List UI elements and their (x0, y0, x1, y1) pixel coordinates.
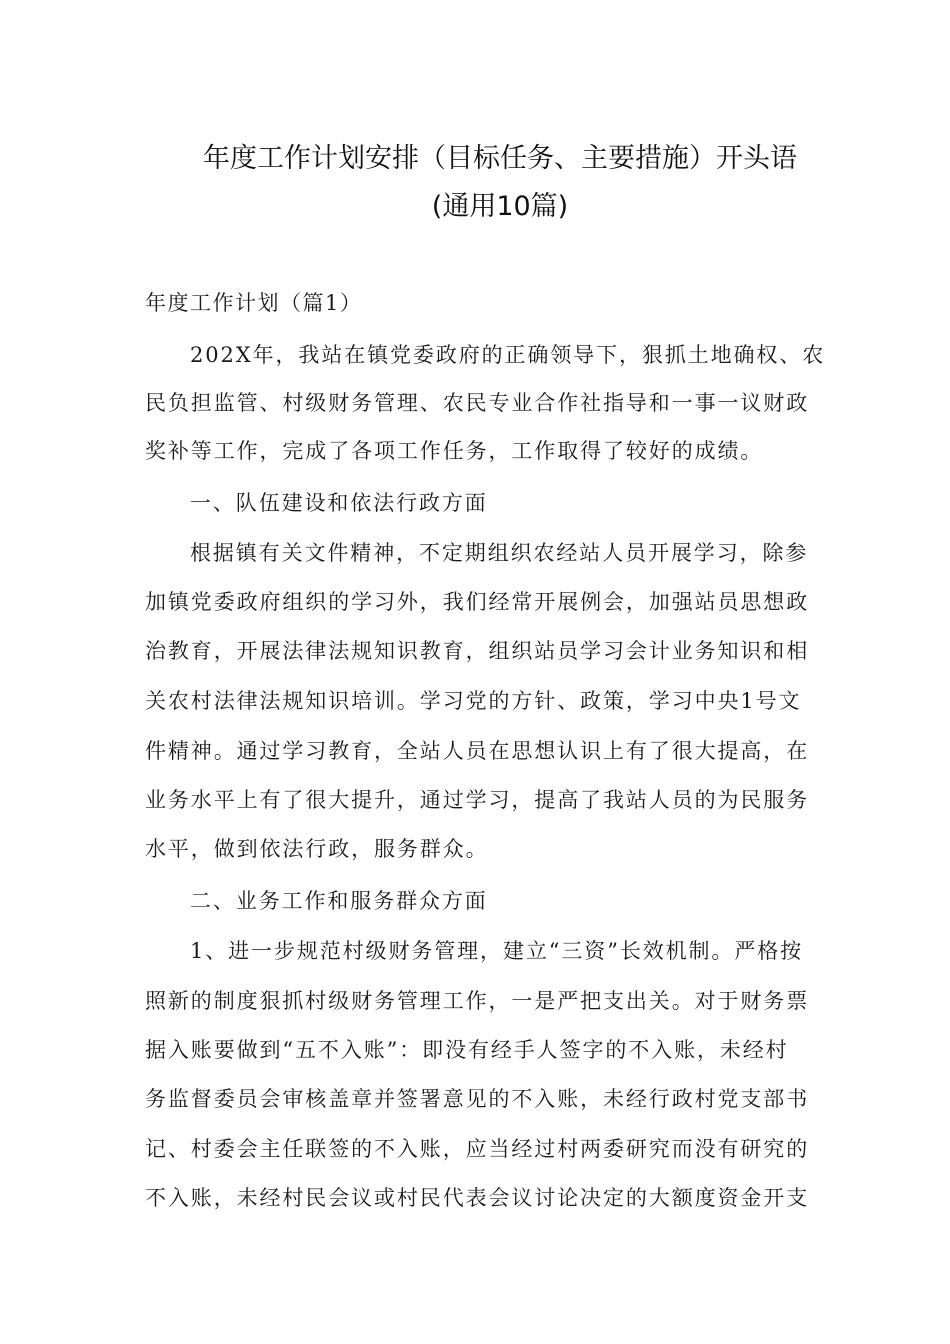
paragraph-line: 奖补等工作，完成了各项工作任务，工作取得了较好的成绩。 (145, 439, 764, 463)
paragraph-line: 根据镇有关文件精神，不定期组织农经站人员开展学习，除参 (190, 541, 809, 565)
paragraph-line: 202X年，我站在镇党委政府的正确领导下，狠抓土地确权、农 (190, 343, 826, 367)
section-label: 年度工作计划（篇1） (145, 291, 363, 315)
paragraph-line: 治教育，开展法律法规知识教育，组织站员学习会计业务知识和相 (145, 639, 810, 663)
paragraph-line: 务监督委员会审核盖章并签署意见的不入账，未经行政村党支部书 (145, 1087, 810, 1111)
paragraph-line: 民负担监管、村级财务管理、农民专业合作社指导和一事一议财政 (145, 391, 810, 415)
document-title: 年度工作计划安排（目标任务、主要措施）开头语 (203, 143, 797, 174)
paragraph-line: 水平，做到依法行政，服务群众。 (145, 837, 489, 861)
paragraph-line: 件精神。通过学习教育，全站人员在思想认识上有了很大提高，在 (145, 739, 810, 763)
section-heading: 一、队伍建设和依法行政方面 (190, 491, 488, 515)
document-subtitle: (通用10篇) (431, 191, 569, 222)
paragraph-line: 照新的制度狠抓村级财务管理工作，一是严把支出关。对于财务票 (145, 989, 810, 1013)
paragraph-line: 记、村委会主任联签的不入账，应当经过村两委研究而没有研究的 (145, 1137, 810, 1161)
paragraph-line: 1、进一步规范村级财务管理，建立“三资”长效机制。严格按 (190, 939, 804, 963)
section-heading: 二、业务工作和服务群众方面 (190, 889, 488, 913)
paragraph-line: 加镇党委政府组织的学习外，我们经常开展例会，加强站员思想政 (145, 590, 810, 614)
paragraph-line: 不入账，未经村民会议或村民代表会议讨论决定的大额度资金开支 (145, 1186, 810, 1210)
paragraph-line: 据入账要做到“五不入账”：即没有经手人签字的不入账，未经村 (145, 1038, 789, 1062)
paragraph-line: 关农村法律法规知识培训。学习党的方针、政策，学习中央1号文 (145, 689, 802, 713)
paragraph-line: 业务水平上有了很大提升，通过学习，提高了我站人员的为民服务 (145, 788, 810, 812)
